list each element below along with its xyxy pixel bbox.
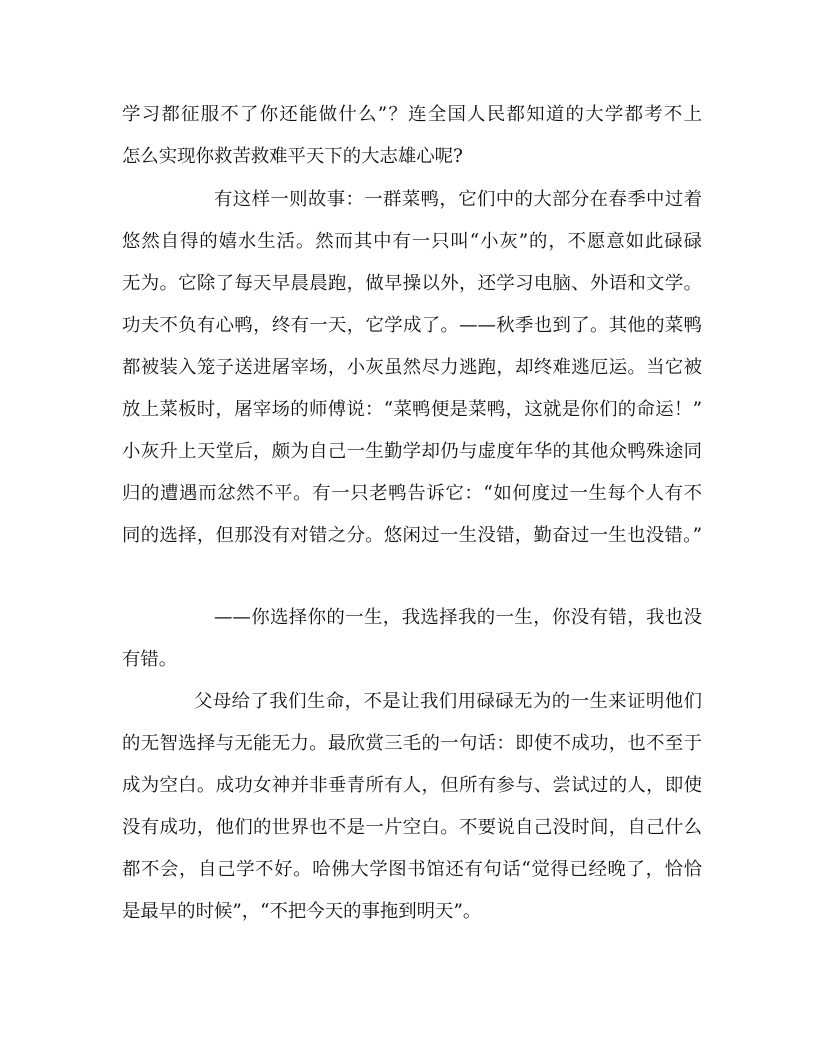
text-line: 放上菜板时，屠宰场的师傅说：“菜鸭便是菜鸭，这就是你们的命运！” (122, 399, 702, 420)
text-line: 是最早的时候”，“不把今天的事拖到明天”。 (122, 901, 482, 922)
text-line: 怎么实现你救苦救难平天下的大志雄心呢? (122, 146, 463, 167)
paragraph-first-line: 父母给了我们生命，不是让我们用碌碌无为的一生来证明他们 (194, 691, 702, 712)
text-line: 学习都征服不了你还能做什么”？连全国人民都知道的大学都考不上 (122, 104, 702, 125)
text-line: 归的遭遇而忿然不平。有一只老鸭告诉它：“如何度过一生每个人有不 (122, 483, 702, 504)
text-line: 功夫不负有心鸭，终有一天，它学成了。——秋季也到了。其他的菜鸭 (122, 315, 702, 336)
paragraph-first-line: 有这样一则故事：一群菜鸭，它们中的大部分在春季中过着 (214, 189, 702, 210)
text-line: 的无智选择与无能无力。最欣赏三毛的一句话：即使不成功，也不至于 (122, 733, 702, 754)
text-line: 有错。 (122, 649, 178, 670)
text-line: 都被装入笼子送进屠宰场，小灰虽然尽力逃跑，却终难逃厄运。当它被 (122, 357, 702, 378)
paragraph-first-line: ——你选择你的一生，我选择我的一生，你没有错，我也没 (214, 607, 702, 628)
text-line: 都不会，自己学不好。哈佛大学图书馆还有句话“觉得已经晚了，恰恰 (122, 859, 702, 880)
text-line: 无为。它除了每天早晨晨跑，做早操以外，还学习电脑、外语和文学。 (122, 273, 702, 294)
text-line: 悠然自得的嬉水生活。然而其中有一只叫“小灰”的，不愿意如此碌碌 (122, 231, 702, 252)
text-line: 同的选择，但那没有对错之分。悠闲过一生没错，勤奋过一生也没错。” (122, 525, 702, 546)
text-line: 没有成功，他们的世界也不是一片空白。不要说自己没时间，自己什么 (122, 817, 702, 838)
text-line: 小灰升上天堂后，颇为自己一生勤学却仍与虚度年华的其他众鸭殊途同 (122, 441, 702, 462)
text-line: 成为空白。成功女神并非垂青所有人，但所有参与、尝试过的人，即使 (122, 775, 702, 796)
